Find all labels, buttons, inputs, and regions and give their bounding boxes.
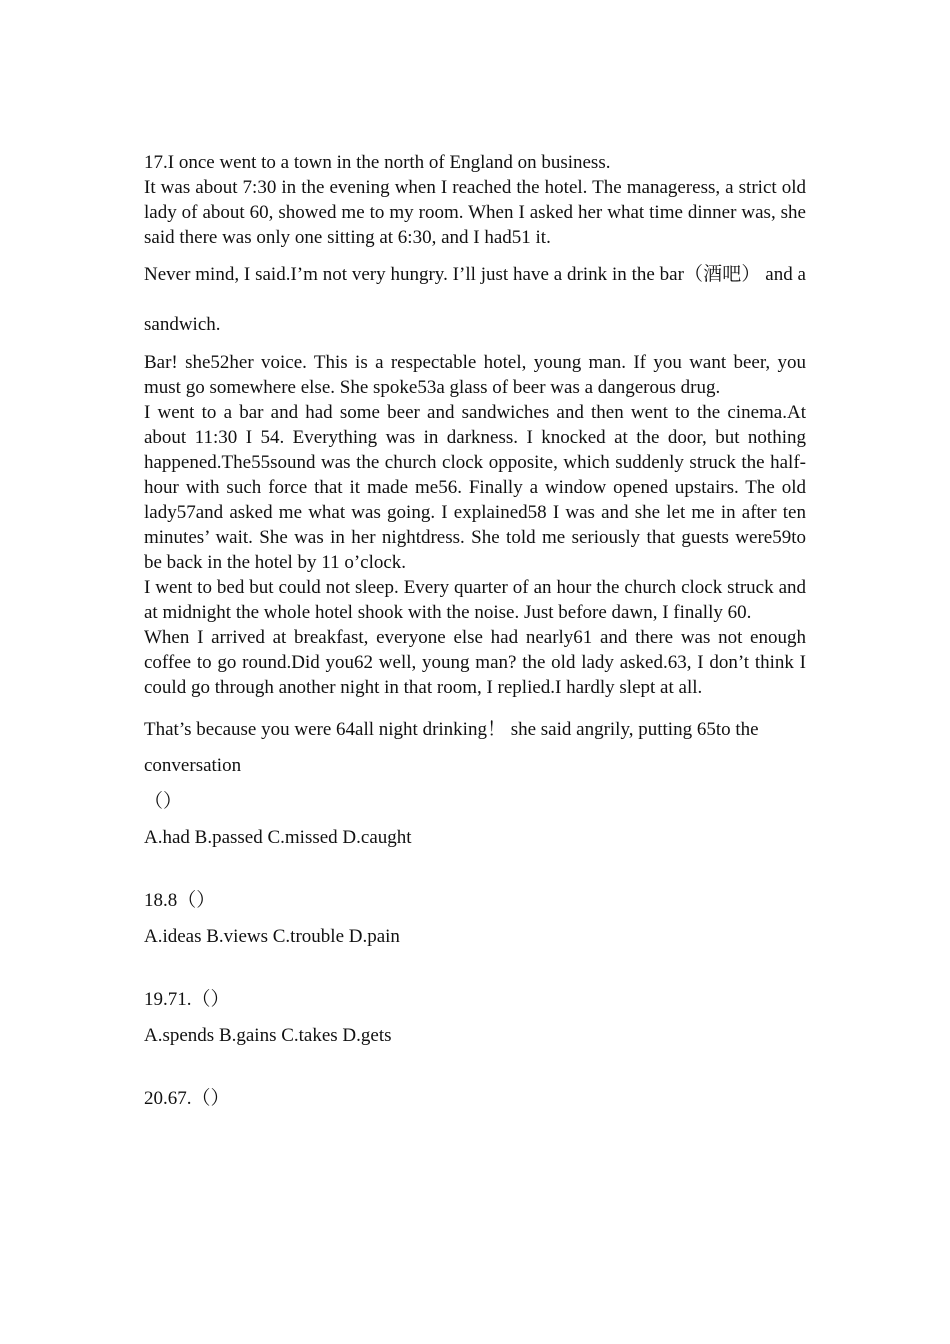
question-20 [144, 1081, 806, 1117]
passage-paragraph-6: I went to bed but could not sleep. Every quarter of an hour the church clock struck and at midnight the whole hotel shook with the noise. Just before dawn, I finally 60. [144, 577, 806, 623]
question-options: A.ideas B.views C.trouble D.pain [144, 926, 400, 947]
passage-paragraph-8: That’s because you were 64all night drinking！ she said angrily, putting 65to the conversation [144, 719, 759, 776]
passage-paragraph-2: It was about 7:30 in the evening when I reached the hotel. The manageress, a strict old lady of about 60, showed me to my room. When I asked her what time dinner was, she said there was only one sitting at 6:30, and I had51 it. [144, 177, 806, 248]
passage-paragraph-4: Bar! she52her voice. This is a respectable hotel, young man. If you want beer, you must go somewhere else. She spoke53a glass of beer was a dangerous drug. [144, 352, 806, 398]
question-stem: 18.8（） [144, 890, 216, 911]
question-18 [144, 883, 806, 955]
question-stem: 20.67.（） [144, 1088, 230, 1109]
document-page [144, 150, 806, 1117]
question-stem: （） [144, 791, 183, 812]
question-19 [144, 982, 806, 1054]
passage-paragraph-1: 17.I once went to a town in the north of England on business. [144, 152, 611, 173]
question-options: A.had B.passed C.missed D.caught [144, 827, 412, 848]
question-stem: 19.71.（） [144, 989, 230, 1010]
question-17 [144, 784, 806, 856]
passage-paragraph-3: Never mind, I said.I’m not very hungry. I’ll just have a drink in the bar（酒吧） and a sandwich. [144, 264, 806, 335]
passage-paragraph-5: I went to a bar and had some beer and sandwiches and then went to the cinema.At about 11:30 I 54. Everything was in darkness. I knocked at the door, but nothing happened.The55sound was the church clock opposite, which suddenly struck the half-hour with such force that it made me56. Finally a window opened upstairs. The old lady57and asked me what was going. I explained58 I was and she let me in after ten minutes’ wait. She was in her nightdress. She told me seriously that guests were59to be back in the hotel by 11 o’clock. [144, 402, 806, 573]
passage-paragraph-7: When I arrived at breakfast, everyone else had nearly61 and there was not enough coffee to go round.Did you62 well, young man? the old lady asked.63, I don’t think I could go through another night in that room, I replied.I hardly slept at all. [144, 627, 806, 698]
question-options: A.spends B.gains C.takes D.gets [144, 1025, 392, 1046]
